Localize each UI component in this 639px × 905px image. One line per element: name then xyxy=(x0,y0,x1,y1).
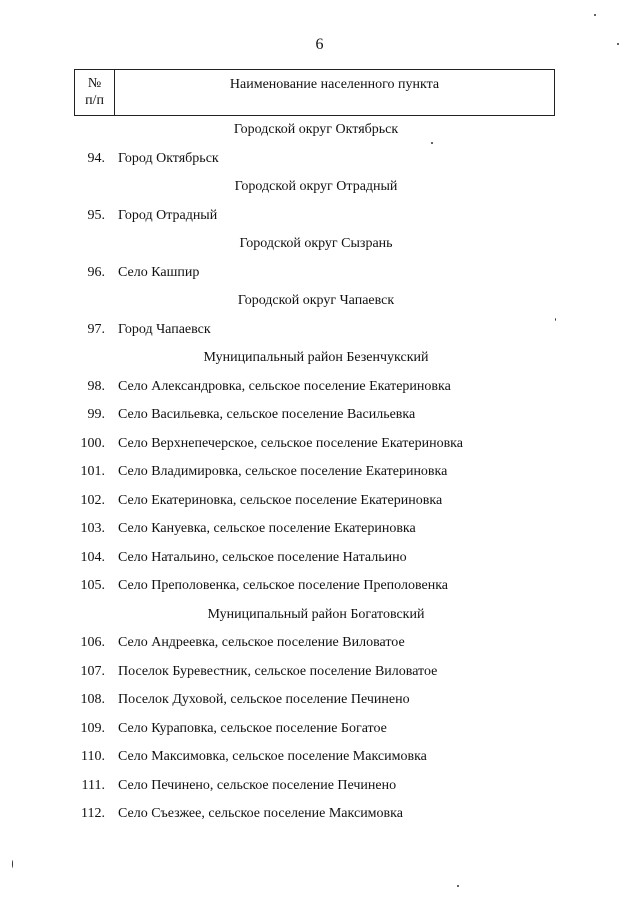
item-name: Село Печинено, сельское поселение Печинено xyxy=(118,777,397,793)
list-item xyxy=(0,316,639,345)
list-item xyxy=(0,145,639,174)
group-heading xyxy=(0,230,639,259)
list-item xyxy=(0,259,639,288)
item-name: Село Васильевка, сельское поселение Васильевка xyxy=(118,407,416,422)
header-number-symbol: № xyxy=(87,76,102,91)
item-number: 103. xyxy=(80,521,105,536)
list-item xyxy=(0,800,639,829)
scan-speck xyxy=(12,860,13,868)
group-heading-text: Городской округ Чапаевск xyxy=(237,293,395,308)
item-name: Село Верхнепечерское, сельское поселение Екатериновка xyxy=(118,435,463,451)
group-heading-text: Городской округ Октябрьск xyxy=(233,122,399,137)
item-name: Село Екатериновка, сельское поселение Екатериновка xyxy=(118,492,443,508)
list-item xyxy=(0,487,639,516)
table-header xyxy=(74,69,555,116)
list-item xyxy=(0,430,639,459)
item-number: 110. xyxy=(81,749,105,764)
item-name: Село Андреевка, сельское поселение Виловатое xyxy=(118,635,405,650)
item-number: 102. xyxy=(80,492,105,508)
item-number: 109. xyxy=(80,720,105,736)
header-number-abbrev: п/п xyxy=(85,93,104,108)
item-number: 96. xyxy=(87,264,105,280)
scan-speck xyxy=(594,14,596,16)
list-item xyxy=(0,629,639,658)
group-heading-text: Городской округ Сызрань xyxy=(239,236,393,251)
group-heading-text: Муниципальный район Богатовский xyxy=(207,606,425,622)
item-name: Город Чапаевск xyxy=(118,321,211,337)
item-number: 106. xyxy=(80,635,105,650)
item-name: Город Отрадный xyxy=(118,207,218,223)
group-heading-text: Муниципальный район Безенчукский xyxy=(203,350,429,365)
item-name: Село Преполовенка, сельское поселение Преполовенка xyxy=(118,578,449,593)
item-number: 94. xyxy=(87,150,105,166)
list-item xyxy=(0,658,639,687)
item-name: Село Александровка, сельское поселение Екатериновка xyxy=(118,378,451,394)
scan-speck xyxy=(555,318,556,321)
list-item xyxy=(0,544,639,573)
item-name: Село Кураповка, сельское поселение Богатое xyxy=(118,720,387,736)
item-number: 95. xyxy=(87,207,105,223)
list-item xyxy=(0,572,639,601)
item-number: 105. xyxy=(80,578,105,593)
item-number: 107. xyxy=(80,663,105,679)
item-name: Село Владимировка, сельское поселение Екатериновка xyxy=(118,464,448,479)
scan-speck xyxy=(457,885,459,887)
header-number-column xyxy=(75,70,115,115)
list-item xyxy=(0,772,639,801)
group-heading xyxy=(0,287,639,316)
item-name: Село Максимовка, сельское поселение Максимовка xyxy=(118,749,427,764)
item-number: 108. xyxy=(80,692,105,707)
group-heading xyxy=(0,601,639,630)
item-number: 100. xyxy=(80,435,105,451)
list-item xyxy=(0,686,639,715)
item-name: Село Натальино, сельское поселение Натальино xyxy=(118,549,407,565)
item-number: 101. xyxy=(80,464,105,479)
list-item xyxy=(0,401,639,430)
scan-speck xyxy=(617,43,619,45)
item-name: Поселок Духовой, сельское поселение Печинено xyxy=(118,692,410,707)
list-item xyxy=(0,458,639,487)
settlement-list xyxy=(0,116,639,829)
item-number: 98. xyxy=(87,378,105,394)
group-heading-text: Городской округ Отрадный xyxy=(234,179,398,194)
item-name: Город Октябрьск xyxy=(118,150,219,166)
list-item xyxy=(0,715,639,744)
item-number: 111. xyxy=(81,777,105,793)
item-number: 97. xyxy=(87,321,105,337)
list-item xyxy=(0,202,639,231)
item-number: 99. xyxy=(87,407,105,422)
list-item xyxy=(0,743,639,772)
item-number: 112. xyxy=(81,806,105,821)
item-name: Село Кашпир xyxy=(118,264,200,280)
group-heading xyxy=(0,173,639,202)
item-number: 104. xyxy=(80,549,105,565)
group-heading xyxy=(0,344,639,373)
header-name-column: Наименование населенного пункта xyxy=(229,77,440,92)
list-item xyxy=(0,373,639,402)
item-name: Село Кануевка, сельское поселение Екатериновка xyxy=(118,521,416,536)
scan-speck xyxy=(431,142,433,144)
item-name: Село Съезжее, сельское поселение Максимовка xyxy=(118,806,403,821)
group-heading xyxy=(0,116,639,145)
page-number: 6 xyxy=(315,36,324,53)
item-name: Поселок Буревестник, сельское поселение Виловатое xyxy=(118,663,438,679)
list-item xyxy=(0,515,639,544)
